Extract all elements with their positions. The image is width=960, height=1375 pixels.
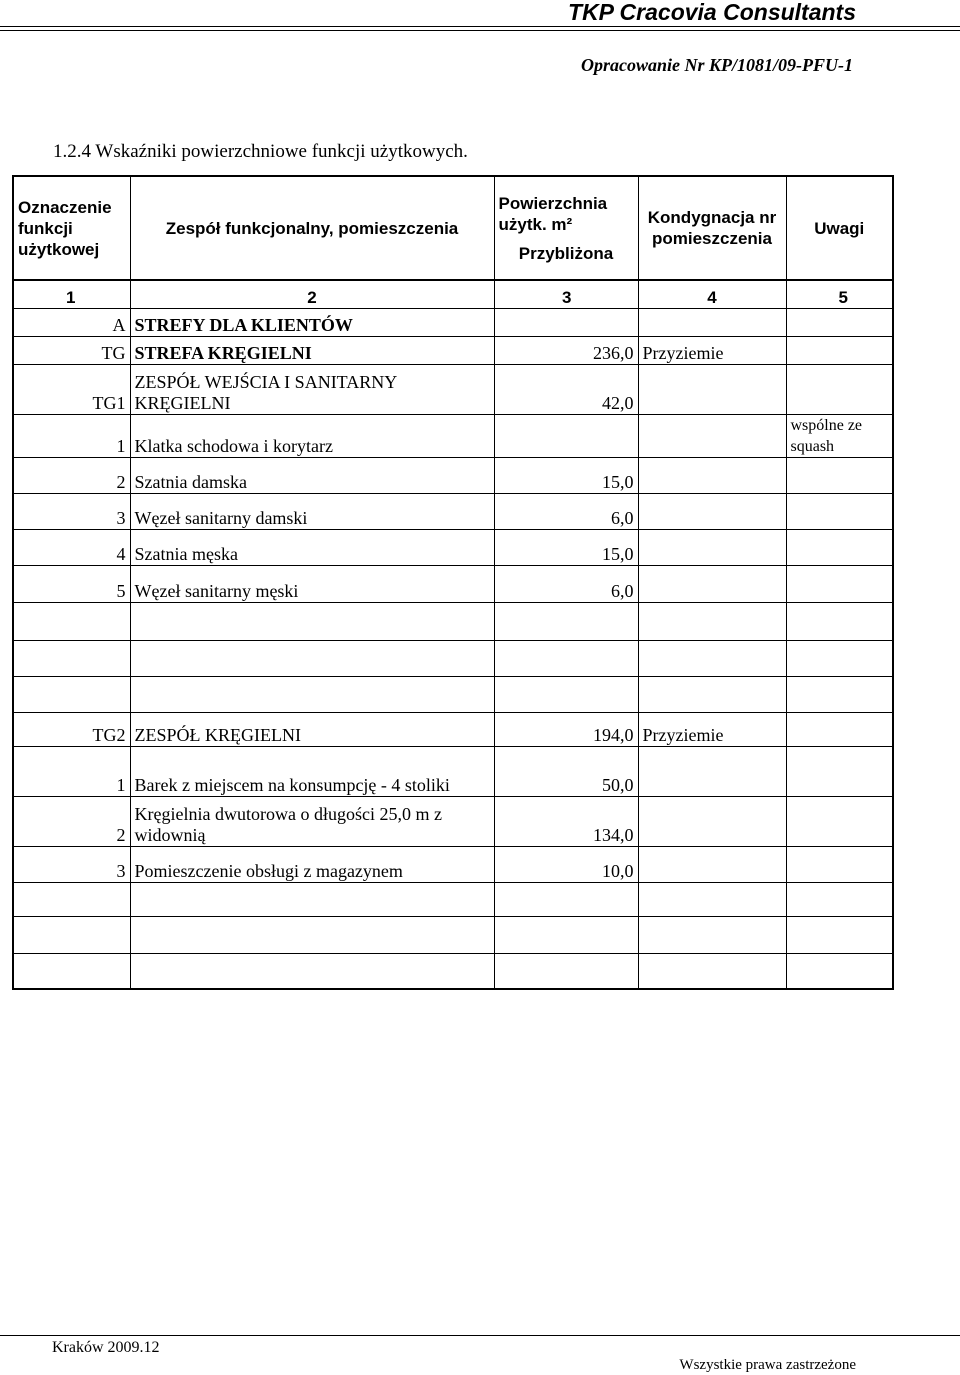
cell-name (130, 882, 494, 916)
cell-code: 1 (13, 414, 130, 457)
cell-name: ZESPÓŁ KRĘGIELNI (130, 712, 494, 746)
cell-notes (786, 493, 893, 529)
cell-area (494, 953, 638, 989)
cell-name: Szatnia męska (130, 529, 494, 565)
cell-code (13, 953, 130, 989)
cell-level: Przyziemie (638, 712, 786, 746)
header-level: Kondygnacja nr pomieszczenia (638, 176, 786, 280)
column-number: 3 (494, 280, 638, 308)
table-row (13, 676, 893, 712)
cell-notes (786, 308, 893, 336)
cell-code (13, 882, 130, 916)
cell-level (638, 916, 786, 953)
cell-name: Barek z miejscem na konsumpcję - 4 stoliki (130, 746, 494, 796)
document-number: Opracowanie Nr KP/1081/09-PFU-1 (581, 55, 853, 75)
cell-notes (786, 457, 893, 493)
cell-code: 2 (13, 457, 130, 493)
cell-name: Klatka schodowa i korytarz (130, 414, 494, 457)
cell-name: Szatnia damska (130, 457, 494, 493)
table-row (13, 457, 893, 493)
cell-code: 2 (13, 796, 130, 846)
table-row (13, 414, 893, 457)
cell-level (638, 746, 786, 796)
table-row (13, 882, 893, 916)
cell-area: 194,0 (494, 712, 638, 746)
section-title: 1.2.4 Wskaźniki powierzchniowe funkcji użytkowych. (53, 141, 468, 162)
cell-name: Węzeł sanitarny męski (130, 565, 494, 602)
cell-notes (786, 676, 893, 712)
cell-notes (786, 712, 893, 746)
cell-code: 4 (13, 529, 130, 565)
cell-name (130, 640, 494, 676)
cell-level (638, 414, 786, 457)
header-code: Oznaczenie funkcji użytkowej (13, 176, 130, 280)
cell-level (638, 529, 786, 565)
cell-notes (786, 953, 893, 989)
cell-name (130, 953, 494, 989)
column-number-row (13, 280, 893, 308)
cell-name: STREFA KRĘGIELNI (130, 336, 494, 364)
cell-area (494, 676, 638, 712)
cell-level (638, 846, 786, 882)
table-row (13, 640, 893, 676)
footer-place-date: Kraków 2009.12 (52, 1339, 160, 1356)
header-area-approx: Przybliżona (518, 243, 614, 263)
cell-code: TG2 (13, 712, 130, 746)
table-row (13, 493, 893, 529)
cell-code: A (13, 308, 130, 336)
cell-code (13, 640, 130, 676)
table-row (13, 846, 893, 882)
column-number: 5 (786, 280, 893, 308)
column-number: 2 (130, 280, 494, 308)
column-number: 4 (638, 280, 786, 308)
cell-area: 10,0 (494, 846, 638, 882)
table-row (13, 602, 893, 640)
cell-notes (786, 336, 893, 364)
cell-notes (786, 746, 893, 796)
table-row (13, 953, 893, 989)
footer-rule (0, 1335, 960, 1336)
cell-level (638, 796, 786, 846)
cell-area (494, 882, 638, 916)
cell-name: STREFY DLA KLIENTÓW (130, 308, 494, 336)
cell-notes (786, 364, 893, 414)
company-name: TKP Cracovia Consultants (568, 0, 856, 25)
cell-level (638, 602, 786, 640)
cell-code: 1 (13, 746, 130, 796)
cell-area: 6,0 (494, 565, 638, 602)
cell-area (494, 308, 638, 336)
cell-notes (786, 640, 893, 676)
cell-code (13, 676, 130, 712)
cell-code: 5 (13, 565, 130, 602)
cell-notes (786, 846, 893, 882)
cell-code (13, 602, 130, 640)
cell-notes (786, 565, 893, 602)
cell-code (13, 916, 130, 953)
column-number: 1 (13, 280, 130, 308)
table-row (13, 796, 893, 846)
cell-area (494, 640, 638, 676)
cell-area: 42,0 (494, 364, 638, 414)
header-area (494, 176, 638, 280)
cell-area (494, 414, 638, 457)
cell-name (130, 916, 494, 953)
header-name: Zespół funkcjonalny, pomieszczenia (130, 176, 494, 280)
cell-area: 50,0 (494, 746, 638, 796)
cell-level (638, 640, 786, 676)
cell-code: 3 (13, 846, 130, 882)
cell-notes (786, 529, 893, 565)
cell-notes (786, 796, 893, 846)
cell-name: Pomieszczenie obsługi z magazynem (130, 846, 494, 882)
cell-level (638, 364, 786, 414)
cell-area: 6,0 (494, 493, 638, 529)
cell-level (638, 493, 786, 529)
cell-area (494, 916, 638, 953)
cell-area: 236,0 (494, 336, 638, 364)
table-header-row (13, 176, 893, 280)
header-rule-top (0, 26, 960, 27)
header-notes: Uwagi (786, 176, 893, 280)
cell-area: 134,0 (494, 796, 638, 846)
table-row (13, 746, 893, 796)
table-row (13, 565, 893, 602)
cell-notes (786, 916, 893, 953)
table-row (13, 529, 893, 565)
header-rule-bottom (0, 30, 960, 31)
cell-area: 15,0 (494, 457, 638, 493)
cell-level (638, 457, 786, 493)
cell-area: 15,0 (494, 529, 638, 565)
footer-rights: Wszystkie prawa zastrzeżone (679, 1357, 856, 1373)
cell-level (638, 308, 786, 336)
cell-level (638, 676, 786, 712)
cell-level (638, 882, 786, 916)
cell-notes (786, 882, 893, 916)
cell-level (638, 953, 786, 989)
cell-name: ZESPÓŁ WEJŚCIA I SANITARNY KRĘGIELNI (130, 364, 494, 414)
cell-code: TG1 (13, 364, 130, 414)
cell-code: 3 (13, 493, 130, 529)
header-area-label: Powierzchnia użytk. m² (498, 193, 608, 234)
cell-name (130, 602, 494, 640)
table-row (13, 308, 893, 336)
cell-level: Przyziemie (638, 336, 786, 364)
cell-level (638, 565, 786, 602)
cell-name: Kręgielnia dwutorowa o długości 25,0 m z widownią (130, 796, 494, 846)
cell-name (130, 676, 494, 712)
table-row (13, 916, 893, 953)
table-row (13, 336, 893, 364)
table-row (13, 364, 893, 414)
area-table (12, 175, 894, 990)
cell-notes: wspólne ze squash (786, 414, 893, 457)
table-row (13, 712, 893, 746)
cell-area (494, 602, 638, 640)
cell-notes (786, 602, 893, 640)
cell-code: TG (13, 336, 130, 364)
cell-name: Węzeł sanitarny damski (130, 493, 494, 529)
